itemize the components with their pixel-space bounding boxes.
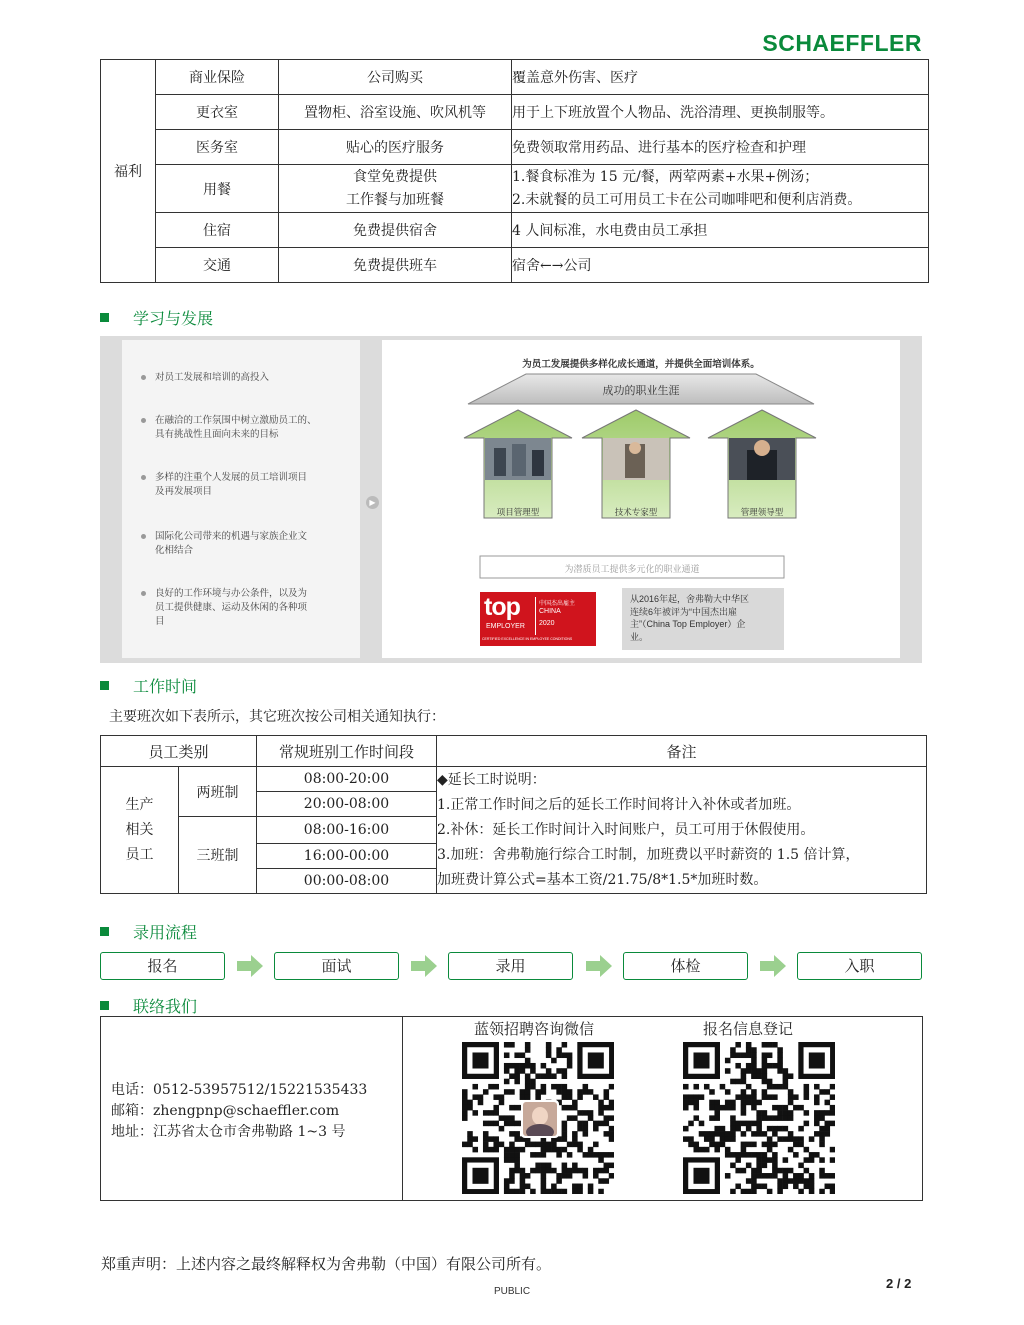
worktime-table	[100, 735, 927, 894]
shift-type: 两班制	[179, 767, 257, 817]
arrow-right-icon	[411, 955, 437, 977]
process-step: 面试	[274, 952, 399, 980]
table-row	[101, 248, 929, 283]
process-step: 体检	[623, 952, 748, 980]
track-label: 项目管理型	[496, 507, 540, 517]
top-employer-badge	[480, 592, 596, 646]
contact-address: 地址：江苏省太仓市舍弗勒路 1~3 号	[111, 1124, 346, 1140]
worktime-intro: 主要班次如下表所示，其它班次按公司相关通知执行：	[109, 709, 445, 725]
section-title: 工作时间	[133, 677, 198, 696]
section-square-icon	[100, 927, 109, 936]
diagram-headline: 为员工发展提供多样化成长通道，并提供全面培训体系。	[522, 359, 760, 370]
section-square-icon	[100, 313, 109, 322]
table-row	[101, 767, 927, 792]
benefit-item: 交通	[156, 248, 279, 283]
badge-china: CHINA	[539, 608, 561, 615]
list-item: 良好的工作环境与办公条件，以及为 员工提供健康、运动及休闲的各种项 目	[155, 587, 345, 629]
section-title: 录用流程	[133, 923, 198, 942]
career-diagram-slide	[382, 340, 900, 658]
benefit-content-line: 食堂免费提供	[353, 168, 437, 185]
table-header: 员工类别	[101, 736, 257, 767]
page-number: 2 / 2	[886, 1276, 912, 1291]
avatar	[521, 1100, 559, 1138]
benefit-content-line: 工作餐与加班餐	[346, 191, 444, 208]
contact-details	[111, 1080, 367, 1143]
benefit-desc-line: 2.未就餐的员工可用员工卡在公司咖啡吧和便利店消费。	[512, 191, 862, 208]
diagram-base-label: 为潜质员工提供多元化的职业通道	[564, 564, 700, 574]
contact-box	[100, 1016, 923, 1201]
shift-time: 08:00-16:00	[257, 817, 437, 844]
list-item: 国际化公司带来的机遇与家族企业文 化相结合	[155, 530, 345, 558]
badge-employer: EMPLOYER	[486, 623, 525, 630]
track-label: 管理领导型	[740, 507, 784, 517]
section-heading-worktime	[100, 674, 197, 697]
benefit-desc: 免费领取常用药品、进行基本的医疗检查和护理	[512, 130, 929, 165]
benefit-item: 商业保险	[156, 60, 279, 95]
benefit-desc: 用于上下班放置个人物品、洗浴清理、更换制服等。	[512, 95, 929, 130]
benefit-item: 医务室	[156, 130, 279, 165]
badge-year: 2020	[539, 620, 555, 627]
contact-phone: 电话：0512-53957512/15221535433	[111, 1082, 368, 1098]
classification-label: PUBLIC	[493, 1286, 531, 1297]
benefit-item: 用餐	[156, 165, 279, 213]
benefit-item: 更衣室	[156, 95, 279, 130]
employee-category: 生产 相关 员工	[101, 767, 179, 894]
list-item: 多样的注重个人发展的员工培训项目 及再发展项目	[155, 471, 345, 499]
award-description: 从2016年起，舍弗勒大中华区 连续6年被评为“中国杰出雇 主”（China Top Employer）企 业。	[622, 588, 784, 650]
track-label: 技术专家型	[614, 507, 658, 517]
qr2-label: 报名信息登记	[703, 1020, 794, 1038]
arrow-right-icon	[760, 955, 786, 977]
disclaimer: 郑重声明：上述内容之最终解释权为舍弗勒（中国）有限公司所有。	[101, 1255, 552, 1273]
benefit-desc: 覆盖意外伤害、医疗	[512, 60, 929, 95]
badge-cn: 中国杰出雇主	[539, 601, 576, 607]
contact-email: 邮箱：zhengpnp@schaeffler.com	[111, 1103, 340, 1119]
section-heading-process	[100, 920, 197, 943]
benefits-table	[100, 59, 929, 283]
table-row	[101, 95, 929, 130]
benefit-content: 免费提供班车	[279, 248, 512, 283]
shift-time: 20:00-08:00	[257, 792, 437, 817]
section-title: 学习与发展	[133, 309, 214, 328]
benefit-desc	[512, 165, 929, 213]
section-square-icon	[100, 681, 109, 690]
registration-qr-code-icon	[683, 1042, 835, 1194]
table-row	[101, 213, 929, 248]
shift-time: 08:00-20:00	[257, 767, 437, 792]
benefit-desc-line: 1.餐食标准为 15 元/餐，两荤两素+水果+例汤；	[512, 168, 819, 185]
benefit-content	[279, 165, 512, 213]
benefit-content: 免费提供宿舍	[279, 213, 512, 248]
arrow-right-icon	[586, 955, 612, 977]
table-header: 常规班别工作时间段	[257, 736, 437, 767]
benefit-item: 住宿	[156, 213, 279, 248]
shift-time: 16:00-00:00	[257, 844, 437, 869]
schaeffler-logo: SCHAEFFLER	[762, 30, 922, 56]
benefit-content: 公司购买	[279, 60, 512, 95]
learning-bullets-slide	[122, 340, 360, 658]
benefit-content: 置物柜、浴室设施、吹风机等	[279, 95, 512, 130]
list-item: 对员工发展和培训的高投入	[155, 371, 345, 385]
shift-type: 三班制	[179, 817, 257, 894]
section-heading-learning	[100, 306, 213, 329]
section-square-icon	[100, 1001, 109, 1010]
benefit-desc: 宿舍←→公司	[512, 248, 929, 283]
arrow-right-icon	[237, 955, 263, 977]
play-icon[interactable]: ▶	[366, 496, 379, 509]
table-row	[101, 736, 927, 767]
table-row	[101, 165, 929, 213]
benefit-desc: 4 人间标准，水电费由员工承担	[512, 213, 929, 248]
diagram-roof-label: 成功的职业生涯	[602, 385, 680, 397]
table-header: 备注	[437, 736, 927, 767]
table-row	[101, 60, 929, 95]
qr1-label: 蓝领招聘咨询微信	[474, 1020, 595, 1038]
benefits-category: 福利	[101, 60, 156, 283]
section-heading-contact	[100, 994, 197, 1017]
process-step: 录用	[448, 952, 573, 980]
worktime-notes: ◆延长工时说明： 1.正常工作时间之后的延长工作时间将计入补休或者加班。 2.补休：延长工作时间计入时间账户，员工可用于休假使用。 3.加班：舍弗勒施行综合工时制，加班费以平时薪资的 1.5 倍计算， 加班费计算公式=基本工资/21.75/8*1.5*加班时数。	[437, 767, 927, 894]
process-step: 入职	[797, 952, 922, 980]
table-row	[101, 130, 929, 165]
benefit-content: 贴心的医疗服务	[279, 130, 512, 165]
section-title: 联络我们	[133, 997, 198, 1016]
badge-top: top	[484, 593, 520, 621]
learning-panel	[100, 336, 922, 663]
process-step: 报名	[100, 952, 225, 980]
list-item: 在融洽的工作氛围中树立激励员工的、 具有挑战性且面向未来的目标	[155, 414, 345, 442]
shift-time: 00:00-08:00	[257, 869, 437, 894]
badge-cert: CERTIFIED EXCELLENCE IN EMPLOYEE CONDITIONS	[482, 637, 573, 641]
